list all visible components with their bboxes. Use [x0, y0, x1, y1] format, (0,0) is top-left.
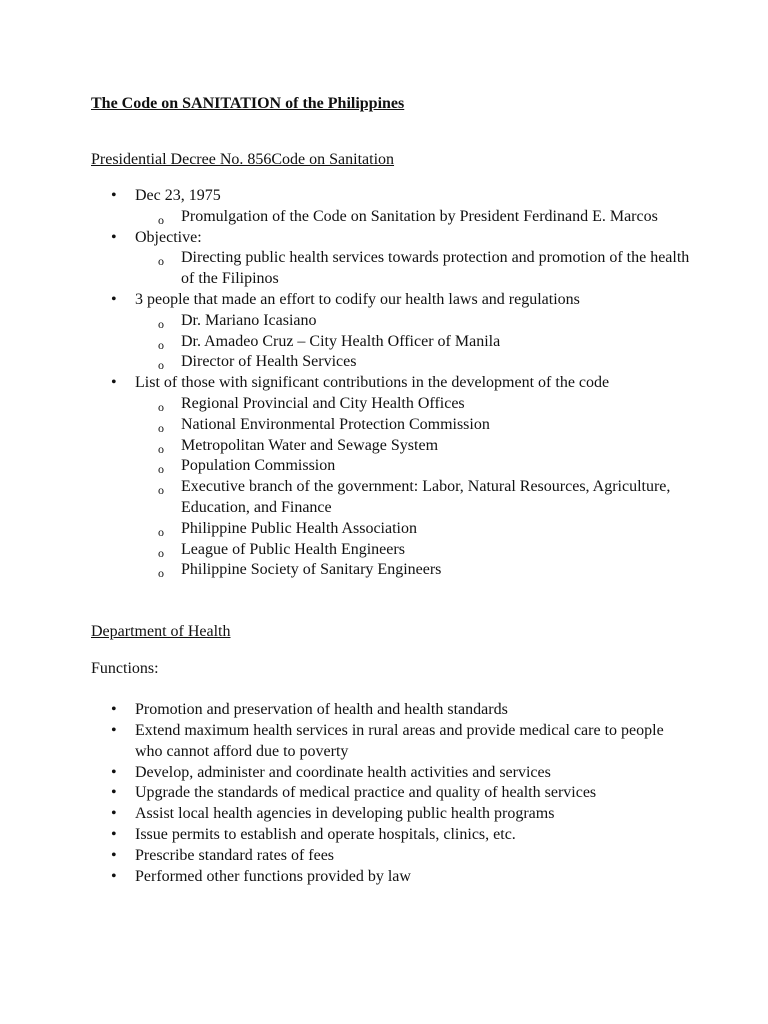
sub-bullet-icon: o	[158, 399, 164, 414]
sub-bullet-icon: o	[158, 212, 164, 227]
sub-list-item-text: Philippine Public Health Association	[181, 519, 417, 537]
sub-list-item-text: Director of Health Services	[181, 353, 357, 371]
sub-list-item	[135, 352, 691, 373]
bullet-icon: •	[111, 763, 117, 781]
sub-list-item	[135, 477, 691, 519]
list-item-text: Dec 23, 1975	[135, 187, 221, 204]
list-item	[91, 373, 691, 581]
sub-list-item-text: Directing public health services towards protection and promotion of the health of the Filipinos	[181, 249, 690, 288]
bullet-icon: •	[111, 867, 117, 885]
sub-list-item	[135, 519, 691, 540]
list-item-text: Extend maximum health services in rural areas and provide medical care to people who cannot afford due to poverty	[135, 721, 664, 760]
list-item-text: Prescribe standard rates of fees	[135, 846, 335, 864]
list-item	[91, 228, 691, 290]
sub-list-item-text: Regional Provincial and City Health Offices	[181, 394, 465, 412]
sub-list-item	[135, 332, 691, 353]
sub-bullet-icon: o	[158, 358, 164, 373]
sub-bullet-icon: o	[158, 420, 164, 435]
list-item-text: Promotion and preservation of health and health standards	[135, 701, 508, 719]
sub-bullet-icon: o	[158, 254, 164, 269]
spacer	[91, 171, 691, 186]
document-page	[91, 93, 691, 887]
section2-heading: Department of Health	[91, 623, 231, 641]
bullet-icon: •	[111, 187, 117, 204]
spacer	[91, 581, 691, 621]
sub-list-item	[135, 456, 691, 477]
sub-bullet-icon: o	[158, 545, 164, 560]
list-item-text: 3 people that made an effort to codify our health laws and regulations	[135, 290, 580, 308]
bullet-icon: •	[111, 701, 117, 719]
sub-list	[135, 394, 691, 581]
sub-bullet-icon: o	[158, 566, 164, 581]
sub-list	[135, 311, 691, 373]
list-item	[91, 846, 691, 867]
sub-bullet-icon: o	[158, 337, 164, 352]
sub-bullet-icon: o	[158, 316, 164, 331]
bullet-icon: •	[111, 228, 117, 246]
list-item-text: Assist local health agencies in developing public health programs	[135, 805, 555, 823]
list-item	[91, 763, 691, 784]
sub-list	[135, 248, 691, 290]
sub-list-item-text: Philippine Society of Sanitary Engineers	[181, 561, 442, 579]
sub-list-item-text: League of Public Health Engineers	[181, 540, 405, 558]
section1-list	[91, 186, 691, 581]
sub-bullet-icon: o	[158, 524, 164, 539]
spacer	[91, 115, 691, 149]
list-item	[91, 290, 691, 373]
list-item-text: Issue permits to establish and operate hospitals, clinics, etc.	[135, 825, 516, 843]
section1-heading: Presidential Decree No. 856Code on Sanitation	[91, 151, 395, 168]
list-item	[91, 825, 691, 846]
list-item	[91, 186, 691, 228]
list-item	[91, 783, 691, 804]
list-item	[91, 721, 691, 763]
sub-list-item	[135, 394, 691, 415]
sub-list	[135, 207, 691, 228]
spacer	[91, 680, 691, 700]
list-item-text: List of those with significant contributions in the development of the code	[135, 374, 610, 392]
sub-list-item	[135, 311, 691, 332]
list-item-text: Objective:	[135, 228, 202, 246]
bullet-icon: •	[111, 721, 117, 739]
sub-bullet-icon: o	[158, 441, 164, 456]
list-item-text: Upgrade the standards of medical practice and quality of health services	[135, 784, 597, 802]
sub-bullet-icon: o	[158, 483, 164, 498]
sub-list-item-text: Dr. Mariano Icasiano	[181, 311, 317, 329]
functions-label: Functions:	[91, 660, 159, 678]
bullet-icon: •	[111, 805, 117, 823]
list-item	[91, 804, 691, 825]
bullet-icon: •	[111, 290, 117, 308]
list-item-text: Develop, administer and coordinate health activities and services	[135, 763, 551, 781]
sub-list-item	[135, 415, 691, 436]
document-title: The Code on SANITATION of the Philippines	[91, 95, 405, 112]
list-item	[91, 867, 691, 888]
sub-list-item-text: Promulgation of the Code on Sanitation by President Ferdinand E. Marcos	[181, 207, 658, 225]
sub-list-item	[135, 436, 691, 457]
sub-list-item-text: Population Commission	[181, 457, 336, 475]
sub-list-item-text: Metropolitan Water and Sewage System	[181, 436, 439, 454]
bullet-icon: •	[111, 825, 117, 843]
list-item-text: Performed other functions provided by law	[135, 867, 411, 885]
sub-list-item-text: Dr. Amadeo Cruz – City Health Officer of Manila	[181, 332, 501, 350]
sub-list-item	[135, 207, 691, 228]
sub-list-item-text: Executive branch of the government: Labor, Natural Resources, Agriculture, Education, and Finance	[181, 478, 671, 516]
sub-bullet-icon: o	[158, 462, 164, 477]
spacer	[91, 643, 691, 658]
sub-list-item	[135, 248, 691, 290]
sub-list-item	[135, 540, 691, 561]
bullet-icon: •	[111, 846, 117, 864]
section2-list	[91, 700, 691, 887]
bullet-icon: •	[111, 374, 117, 392]
bullet-icon: •	[111, 784, 117, 802]
list-item	[91, 700, 691, 721]
sub-list-item-text: National Environmental Protection Commission	[181, 415, 490, 433]
sub-list-item	[135, 560, 691, 581]
